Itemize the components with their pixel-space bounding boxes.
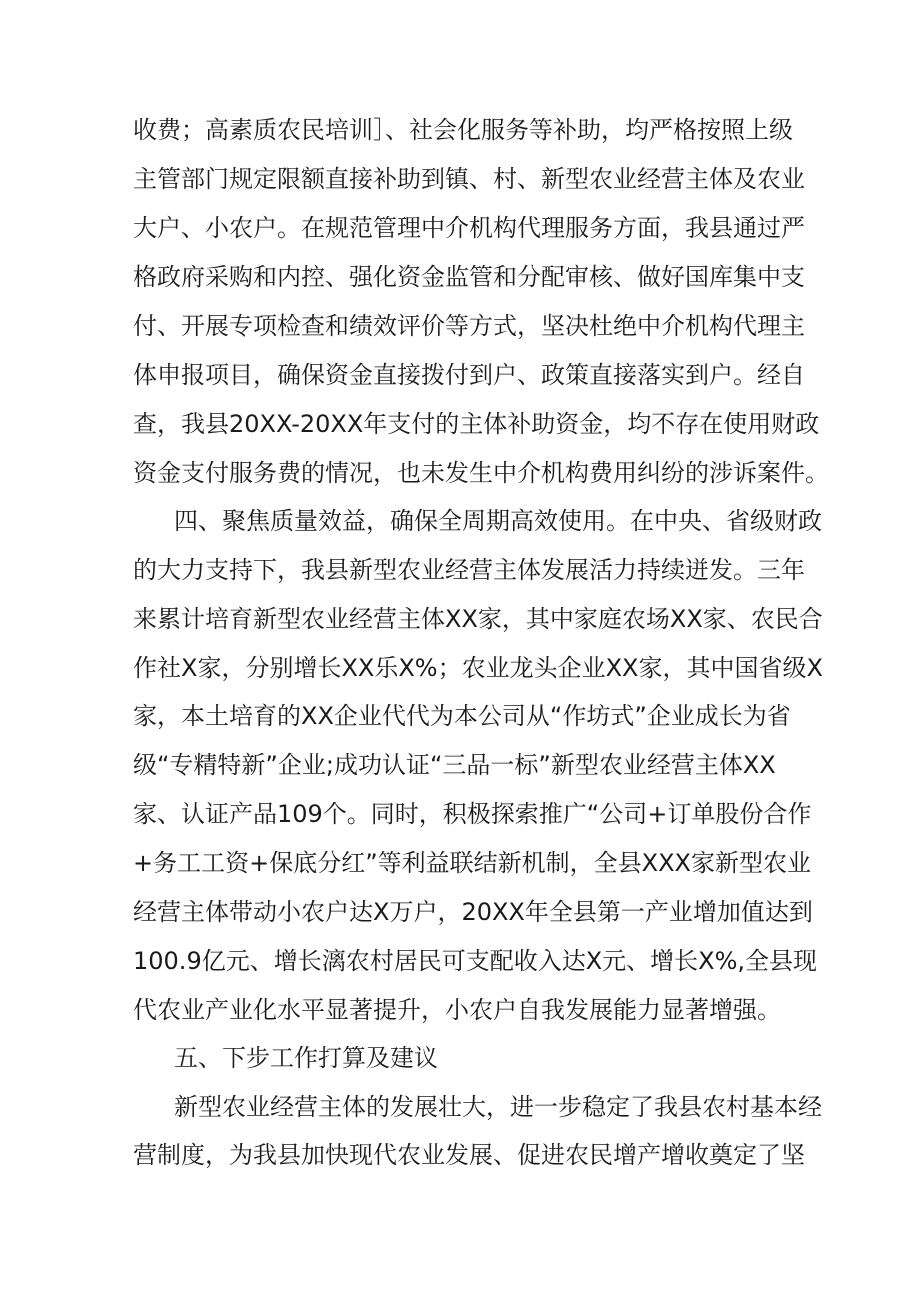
paragraph-line: 代农业产业化水平显著提升，小农户自我发展能力显著增强。 [133,996,781,1024]
paragraph-line: 大户、小农户。在规范管理中介机构代理服务方面，我县通过严 [133,214,805,242]
paragraph-line: 收费；高素质农民培训］、社会化服务等补助，均严格按照上级 [133,116,793,144]
paragraph-line: 经营主体带动小农户达X万户，20XX年全县第一产业增加值达到 [133,898,813,926]
paragraph-line: +务工工资+保底分红”等利益联结新机制，全县XXX家新型农业 [133,849,811,877]
section-four-first-line: 四、聚焦质量效益，确保全周期高效使用。在中央、省级财政 [174,507,822,535]
paragraph-line: 查，我县20XX-20XX年支付的主体补助资金，均不存在使用财政 [133,410,820,438]
paragraph-line: 营制度，为我县加快现代农业发展、促进农民增产增收奠定了坚 [133,1141,805,1169]
paragraph-line: 来累计培育新型农业经营主体XX家，其中家庭农场XX家、农民合 [133,605,823,633]
paragraph-line: 家、认证产品109个。同时，积极探索推广“公司+订单股份合作 [133,800,812,828]
paragraph-line: 100.9亿元、增长漓农村居民可支配收入达X元、增长X%,全县现 [133,947,818,975]
paragraph-line: 作社X家，分别增长XX乐X%；农业龙头企业XX家，其中国省级X [133,654,823,682]
paragraph-line: 级“专精特新”企业;成功认证“三品一标”新型农业经营主体XX [133,751,776,779]
section-five-first-line: 新型农业经营主体的发展壮大，进一步稳定了我县农村基本经 [174,1093,822,1121]
paragraph-line: 体申报项目，确保资金直接拨付到户、政策直接落实到户。经自 [133,361,805,389]
paragraph-line: 家，本土培育的XX企业代代为本公司从“作坊式”企业成长为省 [133,702,791,730]
paragraph-line: 资金支付服务费的情况，也未发生中介机构费用纠纷的涉诉案件。 [133,459,829,487]
paragraph-line: 主管部门规定限额直接补助到镇、村、新型农业经营主体及农业 [133,165,805,193]
paragraph-line: 付、开展专项检查和绩效评价等方式，坚决杜绝中介机构代理主 [133,312,805,340]
section-five-heading: 五、下步工作打算及建议 [174,1044,438,1072]
paragraph-line: 的大力支持下，我县新型农业经营主体发展活力持续迸发。三年 [133,556,805,584]
paragraph-line: 格政府采购和内控、强化资金监管和分配审核、做好国库集中支 [133,263,805,291]
